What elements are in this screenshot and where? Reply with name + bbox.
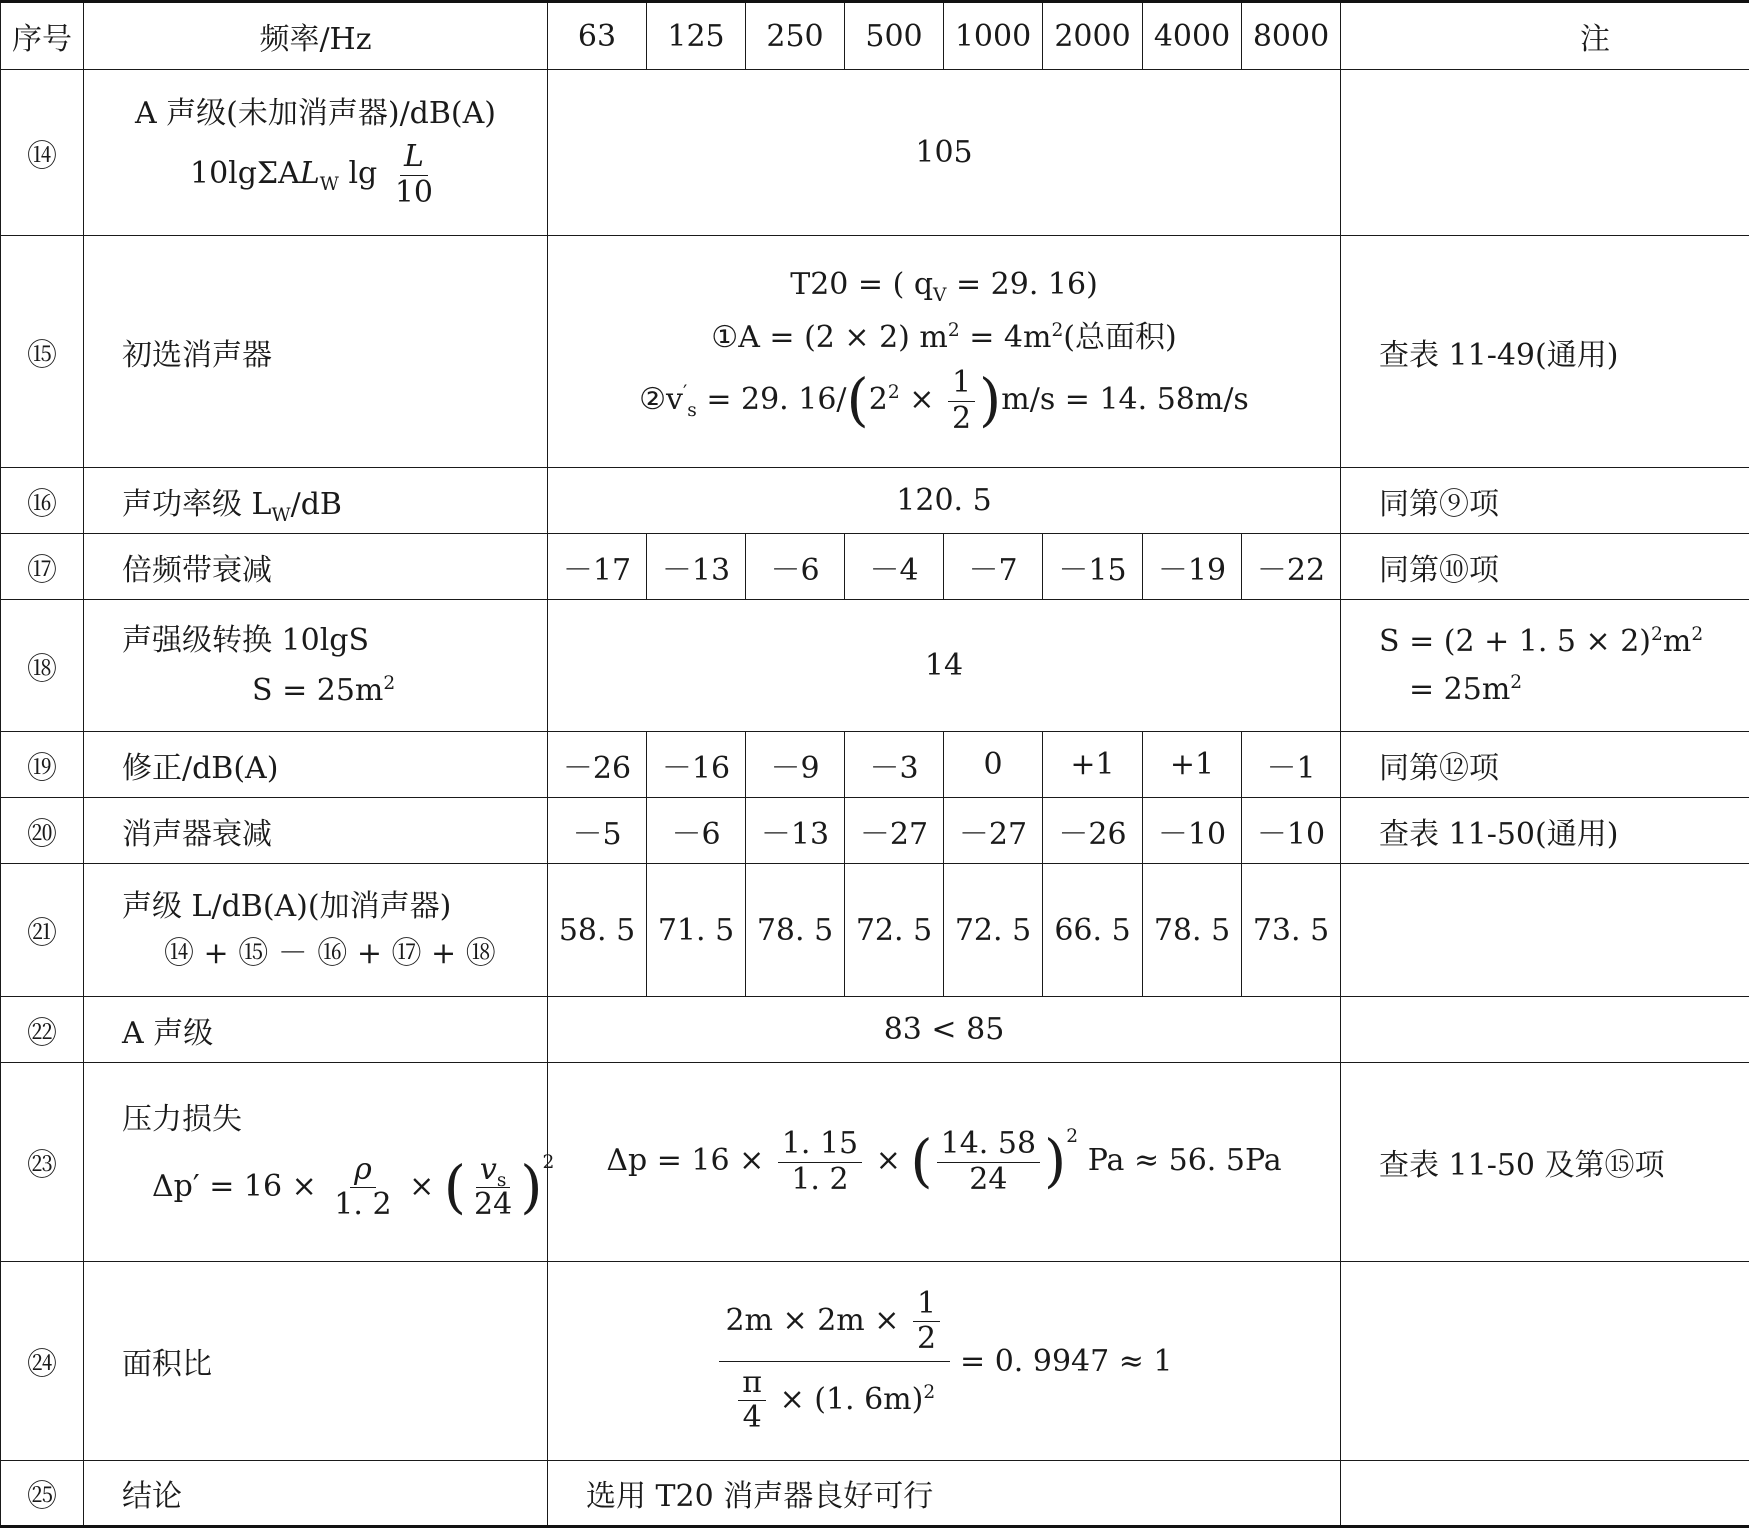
band-cell: 78. 5 — [1143, 864, 1242, 997]
band-cell: －16 — [647, 732, 746, 798]
row-seq: ⑮ — [1, 236, 84, 468]
fraction: $\frac{14. 58}{24}$ — [937, 1127, 1040, 1197]
row-seq: ⑲ — [1, 732, 84, 798]
row-label: 面积比 — [84, 1262, 548, 1461]
header-band: 8000 — [1242, 2, 1341, 70]
row-note — [1341, 1262, 1749, 1461]
band-cell: －7 — [944, 534, 1043, 600]
paren-right: ) — [520, 1154, 543, 1221]
band-cell: －26 — [548, 732, 647, 798]
paren-left: ( — [846, 367, 869, 434]
paren-left: ( — [443, 1154, 467, 1221]
row-note: 查表 11-49(通用) — [1341, 236, 1749, 468]
header-band: 2000 — [1043, 2, 1143, 70]
band-cell: 66. 5 — [1043, 864, 1143, 997]
table-row — [1, 798, 1749, 864]
band-cell: －10 — [1242, 798, 1341, 864]
label-formula: Δp′ = 16 × $\frac{\rho}{1. 2}$ × ( $\frac{v_s}{24}$ )$^2$ — [152, 1151, 555, 1223]
row-label: 结论 — [84, 1461, 548, 1527]
row-note: 同第⑨项 — [1341, 468, 1749, 534]
header-band: 125 — [647, 2, 746, 70]
row-label: 声功率级 $L_W/dB$ — [84, 468, 548, 534]
table-row — [1, 534, 1749, 600]
label-formula — [84, 140, 547, 210]
band-cell: －10 — [1143, 798, 1242, 864]
table-row — [1, 600, 1749, 732]
header-band: 500 — [845, 2, 944, 70]
formula: Δp = 16 × $\frac{1. 15}{1. 2}$ × ( $\frac{14. 58}{24}$ )$^2$ Pa ≈ 56. 5Pa — [606, 1126, 1282, 1197]
row-seq: ⑱ — [1, 600, 84, 732]
row-seq: ⑰ — [1, 534, 84, 600]
row-note: 同第⑫项 — [1341, 732, 1749, 798]
row-value — [548, 1063, 1341, 1262]
label-line: 声级 L/dB(A)(加消声器) — [122, 888, 452, 924]
band-cell: －13 — [746, 798, 845, 864]
row-label: 修正/dB(A) — [84, 732, 548, 798]
band-cell: +1 — [1043, 732, 1143, 798]
band-cell: －9 — [746, 732, 845, 798]
row-value: 14 — [548, 600, 1341, 732]
row-note: 查表 11-50(通用) — [1341, 798, 1749, 864]
band-cell: －3 — [845, 732, 944, 798]
row-seq: ⑯ — [1, 468, 84, 534]
label-line: 声强级转换 10lgS — [122, 623, 370, 658]
header-band: 250 — [746, 2, 845, 70]
note-line: = $25m^2$ — [1409, 671, 1523, 707]
header-band: 4000 — [1143, 2, 1242, 70]
fraction: $\frac{1}{2}$ — [913, 1287, 940, 1357]
band-cell: －19 — [1143, 534, 1242, 600]
table-row — [1, 1262, 1749, 1461]
row-label: 倍频带衰减 — [84, 534, 548, 600]
band-cell: －4 — [845, 534, 944, 600]
row-value: 选用 T20 消声器良好可行 — [548, 1461, 1341, 1527]
row-seq: ⑭ — [1, 70, 84, 236]
row-seq: ㉕ — [1, 1461, 84, 1527]
fraction: $\frac{\rho}{1. 2}$ — [334, 1151, 392, 1223]
compound-fraction: 2m × 2m × $\frac{1}{2}$ $\frac{\pi}{4}$ × (1. 6m)$^2$ — [719, 1287, 950, 1436]
header-seq: 序号 — [1, 2, 84, 70]
band-cell: 72. 5 — [944, 864, 1043, 997]
header-note: 注 — [1341, 2, 1749, 70]
note-line: S = (2 + 1. $5 \times 2)^2m^2$ — [1379, 624, 1704, 659]
row-value — [548, 1262, 1341, 1461]
row-label: A 声级 — [84, 997, 548, 1063]
label-line: ⑭ + ⑮ － ⑯ + ⑰ + ⑱ — [164, 936, 496, 971]
fraction: $\frac{\pi}{4}$ — [738, 1366, 766, 1436]
row-note: 同第⑩项 — [1341, 534, 1749, 600]
row-value: 120. 5 — [548, 468, 1341, 534]
table-row — [1, 1461, 1749, 1527]
fraction: $\frac{1. 15}{1. 2}$ — [778, 1127, 862, 1197]
table-row — [1, 732, 1749, 798]
formula-line: ①A = (2 × 2) $m^2 = 4m^2$(总面积) — [711, 320, 1177, 355]
header-freq: 频率/Hz — [84, 2, 548, 70]
band-cell: －6 — [746, 534, 845, 600]
band-cell: －27 — [944, 798, 1043, 864]
row-note: 查表 11-50 及第⑮项 — [1341, 1063, 1749, 1262]
table-row — [1, 468, 1749, 534]
formula-line: T20 = ( $q_V = 29$. 16) — [790, 267, 1098, 306]
table-row — [1, 1063, 1749, 1262]
formula: 2m × 2m × $\frac{1}{2}$ $\frac{\pi}{4}$ × (1. 6m)$^2$ = 0. 9947 ≈ 1 — [715, 1287, 1172, 1436]
band-cell: －1 — [1242, 732, 1341, 798]
row-note — [1341, 864, 1749, 997]
header-band: 63 — [548, 2, 647, 70]
formula-line: $②v'_s = 29$. $16/(2^2$ × $\frac{1}{2}$ )m/s = 14. 58m/s — [639, 365, 1249, 436]
band-cell: －27 — [845, 798, 944, 864]
row-note — [1341, 1461, 1749, 1527]
row-label — [84, 600, 548, 732]
row-note — [1341, 997, 1749, 1063]
paren-right: ) — [979, 367, 1002, 434]
row-note — [1341, 600, 1749, 732]
band-cell: －17 — [548, 534, 647, 600]
row-label — [84, 1063, 555, 1262]
row-seq: ⑳ — [1, 798, 84, 864]
fraction: $\frac{L}{10}$ — [394, 139, 433, 210]
fraction: $\frac{1}{2}$ — [948, 366, 975, 436]
row-label: 初选消声器 — [84, 236, 548, 468]
band-cell: －5 — [548, 798, 647, 864]
formula-part: 10lgΣA — [190, 156, 300, 192]
table-row — [1, 70, 1749, 236]
band-cell: －15 — [1043, 534, 1143, 600]
header-band: 1000 — [944, 2, 1043, 70]
paren-right: ) — [1044, 1128, 1067, 1195]
band-cell: －26 — [1043, 798, 1143, 864]
paren-left: ( — [910, 1128, 933, 1195]
row-value — [548, 236, 1341, 468]
table-row — [1, 864, 1749, 997]
band-cell: 72. 5 — [845, 864, 944, 997]
header-row — [1, 2, 1749, 70]
label-line: $S = 25m^2$ — [252, 672, 396, 708]
row-seq: ㉒ — [1, 997, 84, 1063]
fraction: $\frac{v_s}{24}$ — [474, 1151, 513, 1223]
row-seq: ㉓ — [1, 1063, 84, 1262]
label-line: 压力损失 — [122, 1102, 242, 1138]
row-label — [84, 864, 548, 997]
band-cell: －13 — [647, 534, 746, 600]
band-cell: 71. 5 — [647, 864, 746, 997]
band-cell: 58. 5 — [548, 864, 647, 997]
row-note — [1341, 70, 1749, 236]
band-cell: －22 — [1242, 534, 1341, 600]
row-label — [84, 70, 548, 236]
band-cell: －6 — [647, 798, 746, 864]
row-value: 105 — [548, 70, 1341, 236]
band-cell: 78. 5 — [746, 864, 845, 997]
band-cell: 0 — [944, 732, 1043, 798]
band-cell: +1 — [1143, 732, 1242, 798]
table-row — [1, 236, 1749, 468]
row-seq: ㉔ — [1, 1262, 84, 1461]
formula-part: lg — [348, 156, 378, 192]
label-line: A 声级(未加消声器)/dB(A) — [134, 95, 497, 131]
band-cell: 73. 5 — [1242, 864, 1341, 997]
row-seq: ㉑ — [1, 864, 84, 997]
table-row — [1, 997, 1749, 1063]
formula-var: L — [299, 156, 320, 192]
row-value: 83 < 85 — [548, 997, 1341, 1063]
row-label: 消声器衰减 — [84, 798, 548, 864]
formula-sub: W — [319, 174, 339, 196]
